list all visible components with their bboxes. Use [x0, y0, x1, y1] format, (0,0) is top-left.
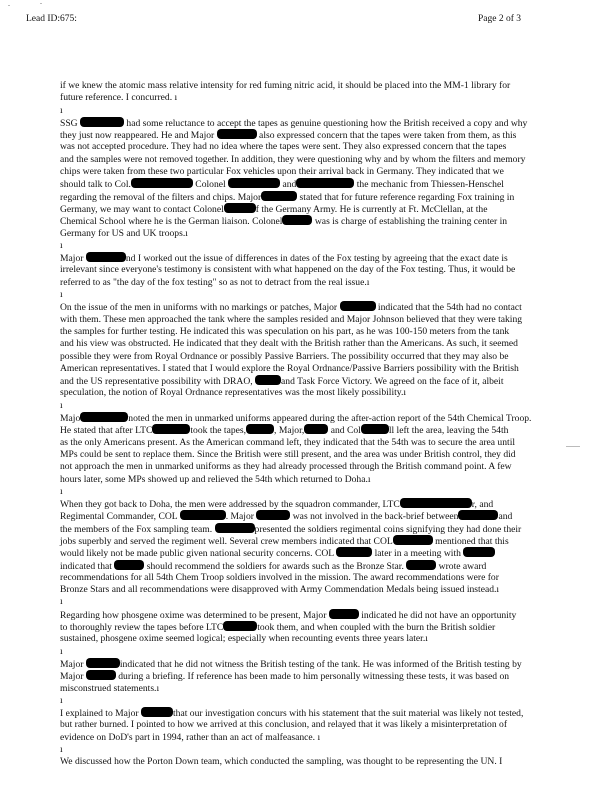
line-text: Germany, we may want to contact Colonel — [60, 203, 224, 215]
line-text: ı — [60, 744, 63, 756]
text-line — [60, 92, 600, 104]
line-text: Bronze Stars and all recommendations were disapproved with Army Commendation Medals being issued instead.ı — [60, 584, 500, 596]
text-line — [60, 461, 600, 473]
text-line — [60, 756, 600, 768]
text-line — [60, 572, 600, 584]
line-text: ll left the area, leaving the 54th — [388, 425, 509, 437]
text-line — [60, 646, 600, 658]
text-line — [60, 314, 600, 326]
redaction-block — [406, 560, 436, 570]
text-line — [60, 560, 600, 572]
line-text: r, and — [471, 499, 494, 511]
line-text: f the Germany Army. He is currently at Ft. McClellan, at the — [255, 203, 488, 215]
text-line — [60, 154, 600, 166]
line-text: . Major — [225, 511, 257, 523]
line-text: mentioned that this — [432, 535, 509, 547]
redaction-block — [304, 424, 328, 434]
line-text: indicated that he did not witness the British testing of the tank. He was informed of the British testing by — [119, 658, 522, 670]
line-text: ı — [60, 289, 63, 301]
redaction-block — [86, 252, 126, 262]
text-line — [60, 633, 600, 645]
line-text: misconstrued statements.ı — [60, 682, 160, 694]
redaction-block — [223, 621, 257, 631]
line-text: should recommend the soldiers for awards such as the Bronze Star. — [144, 560, 407, 572]
line-text: and Col — [328, 425, 361, 437]
redaction-block — [86, 670, 116, 680]
scan-speck — [40, 3, 42, 4]
line-text: speculation, the notion of Royal Ordnance representatives was the most likely possibility.ı — [60, 387, 407, 399]
line-text: to thoroughly review the tapes before LTC — [60, 622, 224, 634]
text-line — [60, 363, 600, 375]
text-line — [60, 289, 600, 301]
text-line — [60, 732, 600, 744]
text-line — [60, 228, 600, 240]
line-text: On the issue of the men in uniforms with no markings or patches, Major — [60, 302, 340, 314]
redaction-block — [228, 178, 280, 188]
line-text: but rather burned. I pointed to how we arrived at this conclusion, and relayed that it was likely a misinterpretation of — [60, 719, 508, 731]
line-text: Colonel — [192, 179, 229, 191]
text-line — [60, 719, 600, 731]
text-line — [60, 166, 600, 178]
line-text: and — [280, 179, 297, 191]
line-text: presented the soldiers regimental coins signifying they had done their — [254, 523, 522, 535]
line-text: was not accepted procedure. They had no idea where the tapes were sent. They also expressed concern that the tapes — [60, 141, 507, 153]
redaction-block — [393, 535, 433, 545]
line-text: would likely not be made public given national security concerns. COL — [60, 548, 337, 560]
text-line — [60, 486, 600, 498]
text-line — [60, 252, 600, 264]
text-line — [60, 105, 600, 117]
redaction-block — [458, 510, 498, 520]
line-text: and his view was obstructed. He indicated that they dealt with the British rather than the Americans. As such, it seemed — [60, 338, 518, 350]
line-text: MPs could be sent to replace them. Since the British were still present, and the area was under British control, they did — [60, 448, 516, 460]
redaction-block — [224, 203, 256, 213]
line-text: referred to as "the day of the fox testing" so as not to detract from the real issue.ı — [60, 276, 370, 288]
text-line — [60, 474, 600, 486]
line-text: evidence on DoD's part in 1994, rather than an act of malfeasance. ı — [60, 731, 321, 743]
line-text: ı — [60, 596, 63, 608]
redaction-block — [361, 424, 389, 434]
page-number: Page 2 of 3 — [477, 14, 521, 24]
line-text: the samples for further testing. He indicated this was speculation on his part, as he was 100-150 meters from the tank — [60, 325, 510, 337]
line-text: wrote award — [436, 560, 487, 572]
redaction-block — [141, 707, 173, 717]
line-text: was is charge of establishing the training center in — [312, 216, 508, 228]
text-line — [60, 584, 600, 596]
text-line — [60, 338, 600, 350]
text-line — [60, 412, 600, 424]
redaction-block — [80, 412, 128, 422]
redaction-block — [246, 424, 274, 434]
redaction-block — [180, 510, 226, 520]
line-text: with them. These men approached the tank where the samples resided and Major Johnson believed that they were taking — [60, 313, 523, 325]
line-text: the mechanic from Thiessen-Henschel — [354, 179, 504, 191]
line-text: possible they were from Royal Ordnance or possibly Passive Barriers. The possibility occurred that they may also be — [60, 350, 509, 362]
line-text: ı — [60, 104, 63, 116]
text-line — [60, 203, 600, 215]
text-line — [60, 80, 600, 92]
line-text: , Major, — [274, 425, 305, 437]
text-line — [60, 129, 600, 141]
line-text: ı — [60, 239, 63, 251]
text-line — [60, 547, 600, 559]
text-line — [60, 400, 600, 412]
text-line — [60, 387, 600, 399]
line-text: and the samples were not removed together. In addition, they were questioning why and by whom the filters and memory — [60, 153, 526, 165]
line-text: We discussed how the Porton Down team, which conducted the sampling, was thought to be representing the UN. I — [60, 756, 503, 768]
redaction-block — [86, 658, 120, 668]
line-text: Germany for US and UK troops.ı — [60, 227, 188, 239]
redaction-block — [296, 178, 354, 188]
line-text: Major — [60, 253, 86, 265]
line-text: as the only Americans present. As the American command left, they indicated that the 54th was to secure the area until — [60, 436, 516, 448]
line-text: indicated he did not have an opportunity — [358, 609, 517, 621]
text-line — [60, 178, 600, 190]
redaction-block — [152, 424, 190, 434]
text-line — [60, 609, 600, 621]
line-text: later in a meeting with — [372, 548, 464, 560]
line-text: was not involved in the back-brief between — [290, 511, 459, 523]
text-line — [60, 326, 600, 338]
text-line — [60, 215, 600, 227]
line-text: recommendations for all 54th Chem Troop soldiers involved in the mission. The award recommendations were for — [60, 571, 499, 583]
line-text: nd I worked out the issue of differences in dates of the Fox testing by agreeing that the exact date is — [125, 253, 508, 265]
line-text: not approach the men in unmarked uniforms as they had already processed through the British command point. A few — [60, 461, 512, 473]
line-text: future reference. I concurred. ı — [60, 92, 178, 104]
redaction-block — [400, 498, 472, 508]
text-line — [60, 535, 600, 547]
text-line — [60, 498, 600, 510]
line-text: during a briefing. If reference has been made to him personally witnessing these tests, it was based on — [115, 671, 510, 683]
line-text: indicated that the 54th had no contact — [375, 302, 522, 314]
text-line — [60, 658, 600, 670]
line-text: ı — [60, 485, 63, 497]
redaction-block — [215, 523, 255, 533]
line-text: they just now reappeared. He and Major — [60, 130, 217, 142]
line-text: ı — [60, 694, 63, 706]
text-line — [60, 117, 600, 129]
redaction-block — [80, 117, 124, 127]
line-text: took the tapes, — [190, 425, 247, 437]
text-line — [60, 523, 600, 535]
text-line — [60, 301, 600, 313]
text-line — [60, 437, 600, 449]
text-line — [60, 744, 600, 756]
line-text: He stated that after LTC — [60, 425, 153, 437]
document-body — [60, 80, 600, 769]
redaction-block — [114, 560, 144, 570]
text-line — [60, 351, 600, 363]
text-line — [60, 277, 600, 289]
redaction-block — [329, 609, 359, 619]
redaction-block — [255, 375, 281, 385]
text-line — [60, 191, 600, 203]
line-text: and — [498, 511, 513, 523]
line-text: Chemical School where he is the German liaison. Colonel — [60, 216, 283, 228]
line-text: and the US representative possibility with DRAO, — [60, 376, 256, 388]
redaction-block — [131, 178, 193, 188]
line-text: the members of the Fox sampling team. — [60, 523, 215, 535]
redaction-block — [340, 301, 376, 311]
line-text: American representatives. I stated that I would explore the Royal Ordnance/Passive Barriers possibility with the British — [60, 362, 519, 374]
text-line — [60, 264, 600, 276]
redaction-block — [256, 510, 290, 520]
text-line — [60, 141, 600, 153]
line-text: jobs superbly and served the regiment well. Several crew members indicated that COL — [60, 535, 393, 547]
redaction-block — [282, 215, 312, 225]
scan-speck — [8, 5, 10, 6]
text-line — [60, 695, 600, 707]
line-text: and Task Force Victory. We agreed on the face of it, albeit — [281, 376, 504, 388]
line-text: Majo — [60, 413, 81, 425]
text-line — [60, 596, 600, 608]
line-text: When they got back to Doha, the men were addressed by the squadron commander, LTC — [60, 499, 400, 511]
line-text: that our investigation concurs with his statement that the suit material was likely not tested, — [173, 708, 524, 720]
text-line — [60, 707, 600, 719]
line-text: noted the men in unmarked uniforms appeared during the after-action report of the 54th Chemical Troop. — [128, 413, 532, 425]
line-text: SSG — [60, 117, 80, 129]
line-text: chips were taken from these two particular Fox vehicles upon their arrival back in Germany. They indicated that we — [60, 166, 504, 178]
line-text: sustained, phosgene oxime seemed logical; especially when recounting events three years later.ı — [60, 633, 428, 645]
line-text: regarding the removal of the filters and chips. Major — [60, 191, 262, 203]
text-line — [60, 375, 600, 387]
line-text: Major — [60, 671, 86, 683]
text-line — [60, 670, 600, 682]
lead-id: Lead ID:675: — [26, 14, 77, 24]
line-text: had some reluctance to accept the tapes as genuine questioning how the British received a copy and why — [124, 117, 528, 129]
line-text: if we knew the atomic mass relative intensity for red fuming nitric acid, it should be placed into the MM-1 library for — [60, 80, 511, 91]
line-text: indicated that — [60, 560, 115, 572]
line-text: I explained to Major — [60, 708, 141, 720]
redaction-block — [463, 547, 495, 557]
text-line — [60, 510, 600, 522]
line-text: Regimental Commander, COL — [60, 511, 180, 523]
line-text: ı — [60, 645, 63, 657]
text-line — [60, 424, 600, 436]
text-line — [60, 621, 600, 633]
line-text: Regarding how phosgene oxime was determined to be present, Major — [60, 609, 329, 621]
text-line — [60, 683, 600, 695]
line-text: hours later, some MPs showed up and relieved the 54th which returned to Doha.ı — [60, 473, 371, 485]
line-text: stated that for future reference regarding Fox training in — [297, 191, 515, 203]
text-line — [60, 449, 600, 461]
line-text: ı — [60, 399, 63, 411]
line-text: irrelevant since everyone's testimony is consistent with what happened on the day of the Fox testing. Thus, it would be — [60, 264, 516, 276]
redaction-block — [336, 547, 372, 557]
line-text: took them, and when coupled with the burn the British soldier — [257, 622, 496, 634]
redaction-block — [261, 191, 297, 201]
text-line — [60, 240, 600, 252]
redaction-block — [217, 129, 257, 139]
line-text: Major — [60, 658, 86, 670]
line-text: also expressed concern that the tapes were taken from them, as this — [256, 130, 517, 142]
line-text: should talk to Col. — [60, 179, 131, 191]
